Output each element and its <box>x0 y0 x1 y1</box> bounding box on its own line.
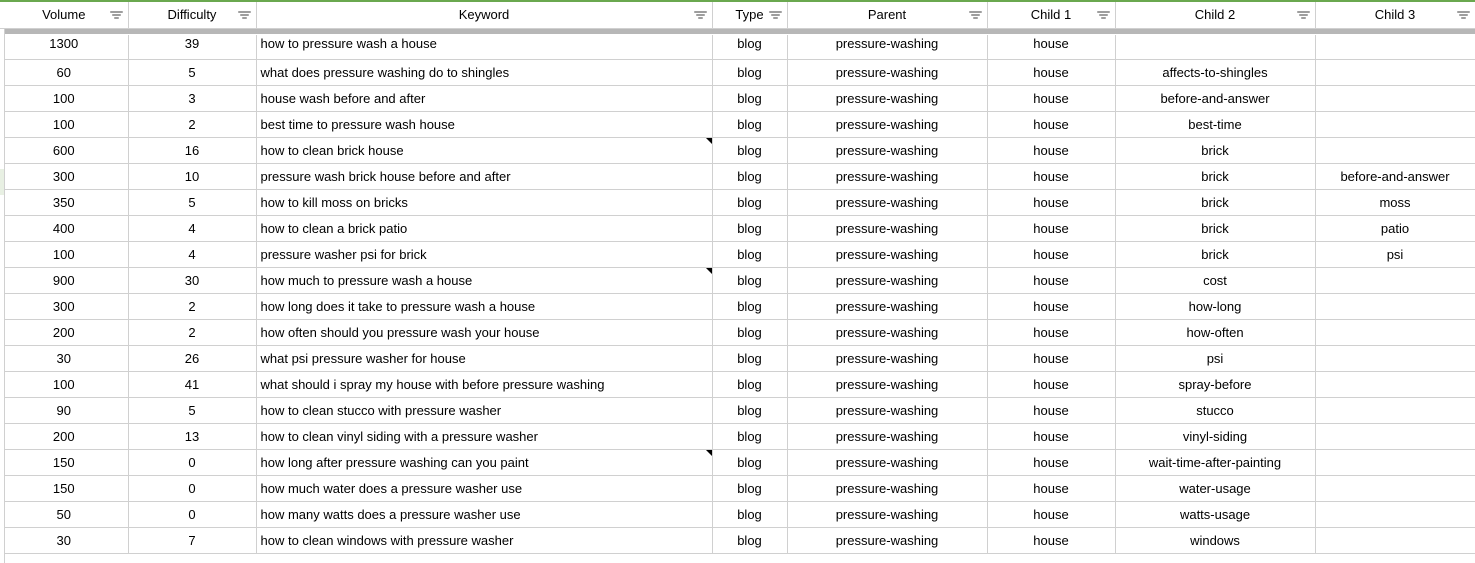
cell-difficulty[interactable]: 39 <box>128 28 256 59</box>
cell-keyword[interactable]: how to pressure wash a house <box>256 28 712 59</box>
table-row[interactable] <box>0 293 1475 319</box>
cell-child2[interactable]: water-usage <box>1115 475 1315 501</box>
table-row[interactable] <box>0 319 1475 345</box>
cell-child1[interactable]: house <box>987 215 1115 241</box>
cell-type[interactable]: blog <box>712 449 787 475</box>
cell-child1[interactable]: house <box>987 345 1115 371</box>
cell-child1[interactable]: house <box>987 28 1115 59</box>
cell-child3[interactable] <box>1315 319 1475 345</box>
cell-keyword[interactable]: how to kill moss on bricks <box>256 189 712 215</box>
cell-child1[interactable]: house <box>987 85 1115 111</box>
cell-child3[interactable] <box>1315 293 1475 319</box>
table-row[interactable] <box>0 85 1475 111</box>
cell-volume[interactable]: 350 <box>0 189 128 215</box>
column-header-child1[interactable] <box>987 2 1115 28</box>
filter-icon[interactable] <box>694 10 707 20</box>
cell-keyword[interactable]: how much water does a pressure washer use <box>256 475 712 501</box>
column-header-child2[interactable] <box>1115 2 1315 28</box>
cell-volume[interactable]: 90 <box>0 397 128 423</box>
cell-child2[interactable]: best-time <box>1115 111 1315 137</box>
cell-child2[interactable]: affects-to-shingles <box>1115 59 1315 85</box>
cell-difficulty[interactable]: 7 <box>128 527 256 553</box>
cell-child2[interactable]: vinyl-siding <box>1115 423 1315 449</box>
cell-parent[interactable]: pressure-washing <box>787 241 987 267</box>
cell-type[interactable]: blog <box>712 293 787 319</box>
cell-keyword[interactable]: pressure wash brick house before and after <box>256 163 712 189</box>
cell-type[interactable]: blog <box>712 527 787 553</box>
cell-child1[interactable]: house <box>987 241 1115 267</box>
cell-parent[interactable]: pressure-washing <box>787 319 987 345</box>
filter-icon[interactable] <box>1097 10 1110 20</box>
cell-keyword[interactable]: how long does it take to pressure wash a house <box>256 293 712 319</box>
cell-parent[interactable]: pressure-washing <box>787 371 987 397</box>
cell-parent[interactable]: pressure-washing <box>787 111 987 137</box>
column-header-type-label: Type <box>735 7 764 23</box>
cell-difficulty[interactable]: 26 <box>128 345 256 371</box>
cell-type[interactable]: blog <box>712 423 787 449</box>
column-header-parent[interactable] <box>787 2 987 28</box>
table-header <box>0 2 1475 28</box>
cell-difficulty[interactable]: 5 <box>128 59 256 85</box>
cell-type[interactable]: blog <box>712 137 787 163</box>
column-header-parent-label: Parent <box>867 7 907 23</box>
cell-volume[interactable]: 50 <box>0 501 128 527</box>
cell-child1[interactable]: house <box>987 475 1115 501</box>
cell-volume[interactable]: 300 <box>0 163 128 189</box>
cell-child3[interactable] <box>1315 527 1475 553</box>
cell-parent[interactable]: pressure-washing <box>787 215 987 241</box>
table-row[interactable] <box>0 449 1475 475</box>
frozen-row-divider[interactable] <box>0 29 1475 35</box>
column-header-keyword[interactable] <box>256 2 712 28</box>
cell-parent[interactable]: pressure-washing <box>787 137 987 163</box>
cell-keyword[interactable]: how many watts does a pressure washer use <box>256 501 712 527</box>
cell-keyword[interactable]: how to clean vinyl siding with a pressure washer <box>256 423 712 449</box>
cell-child3[interactable] <box>1315 267 1475 293</box>
table-row[interactable] <box>0 501 1475 527</box>
column-header-type[interactable] <box>712 2 787 28</box>
table-row[interactable] <box>0 475 1475 501</box>
filter-icon[interactable] <box>769 10 782 20</box>
cell-parent[interactable]: pressure-washing <box>787 397 987 423</box>
cell-difficulty[interactable]: 41 <box>128 371 256 397</box>
cell-difficulty[interactable]: 5 <box>128 189 256 215</box>
cell-type[interactable]: blog <box>712 189 787 215</box>
filter-icon[interactable] <box>110 10 123 20</box>
cell-keyword[interactable]: house wash before and after <box>256 85 712 111</box>
cell-child2[interactable]: brick <box>1115 163 1315 189</box>
cell-child3[interactable]: moss <box>1315 189 1475 215</box>
cell-parent[interactable]: pressure-washing <box>787 59 987 85</box>
cell-type[interactable]: blog <box>712 59 787 85</box>
cell-difficulty[interactable]: 0 <box>128 501 256 527</box>
cell-parent[interactable]: pressure-washing <box>787 345 987 371</box>
cell-parent[interactable]: pressure-washing <box>787 85 987 111</box>
cell-child2[interactable]: stucco <box>1115 397 1315 423</box>
cell-volume[interactable]: 150 <box>0 475 128 501</box>
cell-child3[interactable] <box>1315 449 1475 475</box>
cell-volume[interactable]: 900 <box>0 267 128 293</box>
cell-child2[interactable]: how-often <box>1115 319 1315 345</box>
cell-difficulty[interactable]: 10 <box>128 163 256 189</box>
cell-child1[interactable]: house <box>987 111 1115 137</box>
cell-child1[interactable]: house <box>987 423 1115 449</box>
table-row[interactable] <box>0 241 1475 267</box>
cell-volume[interactable]: 1300 <box>0 28 128 59</box>
column-header-volume[interactable] <box>0 2 128 28</box>
cell-type[interactable]: blog <box>712 267 787 293</box>
cell-volume[interactable]: 200 <box>0 319 128 345</box>
table-row[interactable] <box>0 345 1475 371</box>
cell-keyword[interactable]: what should i spray my house with before pressure washing <box>256 371 712 397</box>
cell-child3[interactable] <box>1315 397 1475 423</box>
keyword-table[interactable] <box>0 2 1475 554</box>
cell-difficulty[interactable]: 3 <box>128 85 256 111</box>
cell-parent[interactable]: pressure-washing <box>787 501 987 527</box>
cell-keyword[interactable]: how to clean a brick patio <box>256 215 712 241</box>
cell-child2[interactable]: watts-usage <box>1115 501 1315 527</box>
cell-parent[interactable]: pressure-washing <box>787 267 987 293</box>
cell-child1[interactable]: house <box>987 449 1115 475</box>
cell-child1[interactable]: house <box>987 189 1115 215</box>
cell-child2[interactable]: cost <box>1115 267 1315 293</box>
cell-child2[interactable]: wait-time-after-painting <box>1115 449 1315 475</box>
cell-parent[interactable]: pressure-washing <box>787 475 987 501</box>
cell-keyword[interactable]: best time to pressure wash house <box>256 111 712 137</box>
cell-volume[interactable]: 60 <box>0 59 128 85</box>
cell-type[interactable]: blog <box>712 397 787 423</box>
cell-difficulty[interactable]: 13 <box>128 423 256 449</box>
cell-child3[interactable]: patio <box>1315 215 1475 241</box>
cell-child1[interactable]: house <box>987 319 1115 345</box>
cell-volume[interactable]: 100 <box>0 371 128 397</box>
filter-icon[interactable] <box>238 10 251 20</box>
header-row <box>0 2 1475 28</box>
table-row[interactable] <box>0 137 1475 163</box>
cell-child2[interactable]: brick <box>1115 241 1315 267</box>
column-header-volume-label: Volume <box>42 7 86 23</box>
cell-child2[interactable]: windows <box>1115 527 1315 553</box>
cell-parent[interactable]: pressure-washing <box>787 449 987 475</box>
cell-difficulty[interactable]: 4 <box>128 215 256 241</box>
cell-child1[interactable]: house <box>987 501 1115 527</box>
cell-type[interactable]: blog <box>712 241 787 267</box>
cell-child3[interactable] <box>1315 345 1475 371</box>
cell-difficulty[interactable]: 4 <box>128 241 256 267</box>
cell-child2[interactable]: how-long <box>1115 293 1315 319</box>
filter-icon[interactable] <box>969 10 982 20</box>
table-row[interactable] <box>0 111 1475 137</box>
cell-keyword[interactable]: how to clean brick house <box>256 137 712 163</box>
cell-difficulty[interactable]: 2 <box>128 293 256 319</box>
cell-child2[interactable]: spray-before <box>1115 371 1315 397</box>
cell-type[interactable]: blog <box>712 345 787 371</box>
cell-child3[interactable] <box>1315 137 1475 163</box>
cell-type[interactable]: blog <box>712 28 787 59</box>
cell-difficulty[interactable]: 16 <box>128 137 256 163</box>
cell-child1[interactable]: house <box>987 371 1115 397</box>
note-indicator-icon <box>706 450 712 456</box>
column-header-child1-label: Child 1 <box>1030 7 1072 23</box>
cell-volume[interactable]: 100 <box>0 241 128 267</box>
cell-parent[interactable]: pressure-washing <box>787 293 987 319</box>
cell-keyword[interactable]: what psi pressure washer for house <box>256 345 712 371</box>
table-row[interactable] <box>0 397 1475 423</box>
table-body[interactable] <box>0 28 1475 553</box>
cell-difficulty[interactable]: 0 <box>128 449 256 475</box>
cell-parent[interactable]: pressure-washing <box>787 163 987 189</box>
cell-child2[interactable]: brick <box>1115 215 1315 241</box>
cell-keyword[interactable]: how long after pressure washing can you paint <box>256 449 712 475</box>
cell-child2[interactable]: brick <box>1115 189 1315 215</box>
cell-child3[interactable] <box>1315 371 1475 397</box>
cell-volume[interactable]: 30 <box>0 527 128 553</box>
cell-type[interactable]: blog <box>712 111 787 137</box>
cell-child3[interactable] <box>1315 501 1475 527</box>
cell-parent[interactable]: pressure-washing <box>787 189 987 215</box>
cell-volume[interactable]: 100 <box>0 85 128 111</box>
cell-child1[interactable]: house <box>987 397 1115 423</box>
cell-child3[interactable]: before-and-answer <box>1315 163 1475 189</box>
table-row[interactable] <box>0 59 1475 85</box>
cell-volume[interactable]: 30 <box>0 345 128 371</box>
cell-child2[interactable]: psi <box>1115 345 1315 371</box>
table-row[interactable] <box>0 163 1475 189</box>
table-row[interactable] <box>0 267 1475 293</box>
cell-difficulty[interactable]: 2 <box>128 111 256 137</box>
note-indicator-icon <box>706 268 712 274</box>
column-header-difficulty[interactable] <box>128 2 256 28</box>
cell-child3[interactable] <box>1315 423 1475 449</box>
column-header-child2-label: Child 2 <box>1194 7 1236 23</box>
table-row[interactable] <box>0 371 1475 397</box>
cell-child3[interactable] <box>1315 59 1475 85</box>
cell-keyword[interactable]: how to clean stucco with pressure washer <box>256 397 712 423</box>
table-row[interactable] <box>0 423 1475 449</box>
cell-volume[interactable]: 200 <box>0 423 128 449</box>
cell-difficulty[interactable]: 2 <box>128 319 256 345</box>
cell-child1[interactable]: house <box>987 293 1115 319</box>
cell-difficulty[interactable]: 5 <box>128 397 256 423</box>
row-gutter <box>0 29 5 563</box>
table-row[interactable] <box>0 189 1475 215</box>
cell-type[interactable]: blog <box>712 85 787 111</box>
cell-child1[interactable]: house <box>987 137 1115 163</box>
cell-parent[interactable]: pressure-washing <box>787 527 987 553</box>
cell-volume[interactable]: 600 <box>0 137 128 163</box>
filter-icon[interactable] <box>1297 10 1310 20</box>
cell-keyword[interactable]: how much to pressure wash a house <box>256 267 712 293</box>
cell-type[interactable]: blog <box>712 319 787 345</box>
cell-child2[interactable]: before-and-answer <box>1115 85 1315 111</box>
selected-row-marker <box>0 169 4 195</box>
cell-child1[interactable]: house <box>987 267 1115 293</box>
cell-keyword[interactable]: how often should you pressure wash your house <box>256 319 712 345</box>
cell-child3[interactable] <box>1315 111 1475 137</box>
cell-child2[interactable]: brick <box>1115 137 1315 163</box>
cell-volume[interactable]: 150 <box>0 449 128 475</box>
cell-child1[interactable]: house <box>987 59 1115 85</box>
column-header-difficulty-label: Difficulty <box>167 7 217 23</box>
table-row[interactable] <box>0 527 1475 553</box>
cell-volume[interactable]: 100 <box>0 111 128 137</box>
cell-difficulty[interactable]: 0 <box>128 475 256 501</box>
cell-child1[interactable]: house <box>987 163 1115 189</box>
cell-difficulty[interactable]: 30 <box>128 267 256 293</box>
cell-child3[interactable]: psi <box>1315 241 1475 267</box>
cell-keyword[interactable]: pressure washer psi for brick <box>256 241 712 267</box>
cell-child1[interactable]: house <box>987 527 1115 553</box>
filter-icon[interactable] <box>1457 10 1470 20</box>
cell-type[interactable]: blog <box>712 371 787 397</box>
column-header-child3-label: Child 3 <box>1374 7 1416 23</box>
cell-type[interactable]: blog <box>712 215 787 241</box>
cell-child3[interactable] <box>1315 85 1475 111</box>
cell-type[interactable]: blog <box>712 163 787 189</box>
cell-parent[interactable]: pressure-washing <box>787 28 987 59</box>
cell-type[interactable]: blog <box>712 475 787 501</box>
cell-child3[interactable] <box>1315 475 1475 501</box>
cell-volume[interactable]: 400 <box>0 215 128 241</box>
cell-volume[interactable]: 300 <box>0 293 128 319</box>
column-header-child3[interactable] <box>1315 2 1475 28</box>
cell-keyword[interactable]: how to clean windows with pressure washer <box>256 527 712 553</box>
note-indicator-icon <box>706 138 712 144</box>
cell-parent[interactable]: pressure-washing <box>787 423 987 449</box>
table-row[interactable] <box>0 215 1475 241</box>
cell-type[interactable]: blog <box>712 501 787 527</box>
cell-keyword[interactable]: what does pressure washing do to shingles <box>256 59 712 85</box>
column-header-keyword-label: Keyword <box>458 7 510 23</box>
